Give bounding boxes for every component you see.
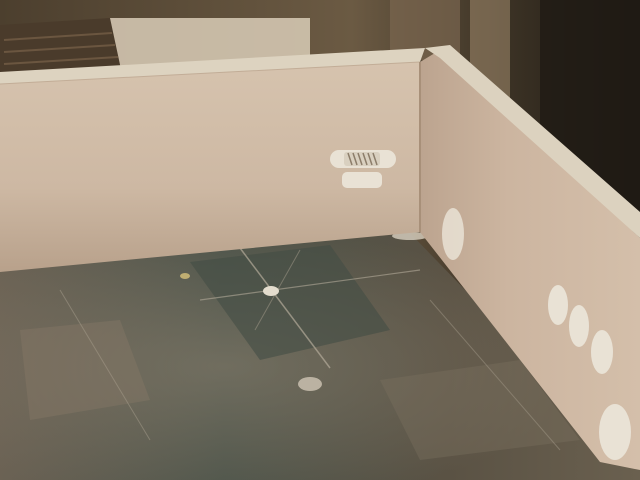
side-hole xyxy=(569,305,589,347)
side-hole xyxy=(548,285,568,325)
side-hole xyxy=(599,404,631,460)
side-hole xyxy=(591,330,613,374)
floor-spot xyxy=(180,273,190,279)
floor-spot xyxy=(263,286,279,296)
floor-spot xyxy=(298,377,322,391)
side-hole xyxy=(442,208,464,260)
